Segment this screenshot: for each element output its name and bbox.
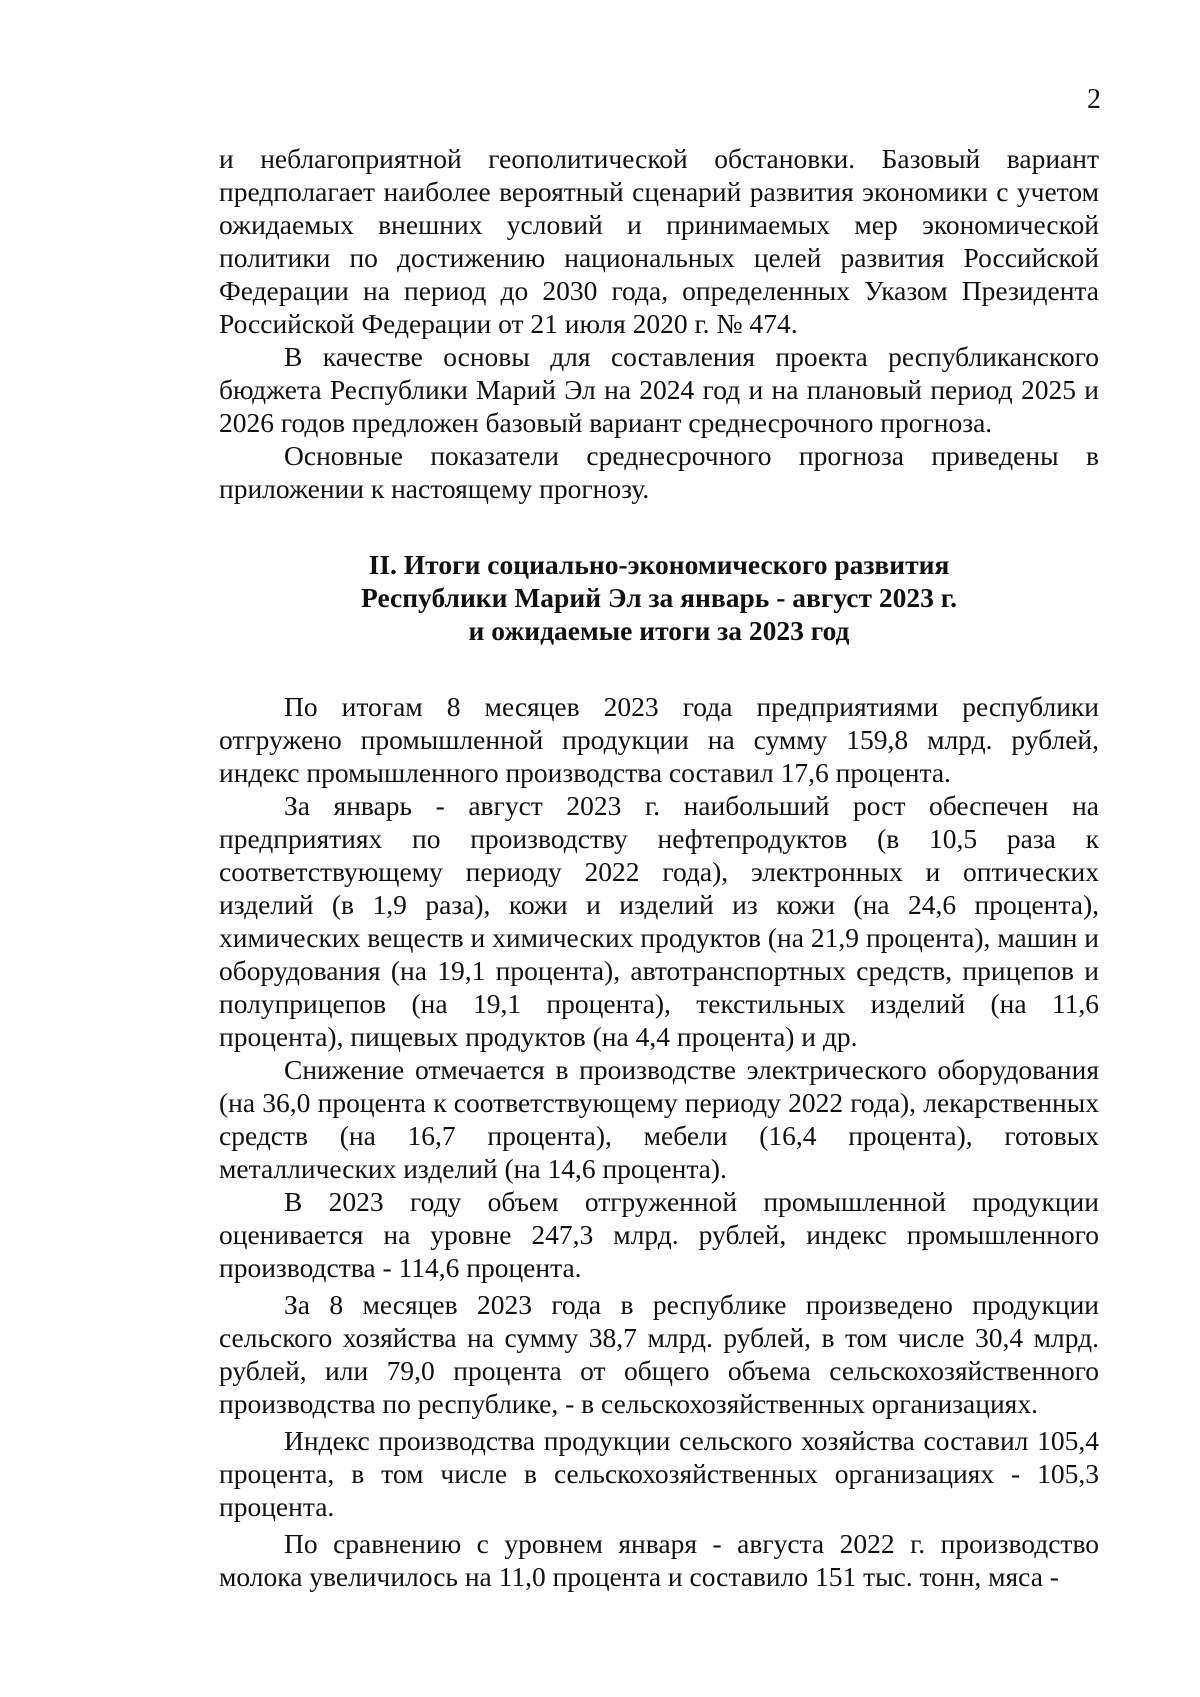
heading-line: Республики Марий Эл за январь - август 2023 г. [361,582,957,613]
paragraph: По итогам 8 месяцев 2023 года предприятиями республики отгружено промышленной продукции на сумму 159,8 млрд. рублей, индекс промышленного производства составил 17,6 процента. [219,691,1099,788]
paragraph: Снижение отмечается в производстве электрического оборудования (на 36,0 процента к соответствующему периоду 2022 года), лекарственных средств (на 16,7 процента), мебели (16,4 процента), готовых металлических изделий (на 14,6 процента). [219,1054,1099,1184]
paragraph: В 2023 году объем отгруженной промышленной продукции оценивается на уровне 247,3 млрд. рублей, индекс промышленного производства - 114,6 процента. [219,1186,1099,1283]
paragraph: За 8 месяцев 2023 года в республике произведено продукции сельского хозяйства на сумму 38,7 млрд. рублей, в том числе 30,4 млрд. рублей, или 79,0 процента от общего объема сельскохозяйственного производства по республике, - в сельскохозяйственных организациях. [219,1289,1099,1419]
paragraph: и неблагоприятной геополитической обстановки. Базовый вариант предполагает наиболее вероятный сценарий развития экономики с учетом ожидаемых внешних условий и принимаемых мер экономической политики по достижению национальных целей развития Российской Федерации на период до 2030 года, определенных Указом Президента Российской Федерации от 21 июля 2020 г. № 474. [219,143,1099,339]
paragraph: За январь - август 2023 г. наибольший рост обеспечен на предприятиях по производству нефтепродуктов (в 10,5 раза к соответствующему периоду 2022 года), электронных и оптических изделий (в 1,9 раза), кожи и изделий из кожи (на 24,6 процента), химических веществ и химических продуктов (на 21,9 процента), машин и оборудования (на 19,1 процента), автотранспортных средств, прицепов и полуприцепов (на 19,1 процента), текстильных изделий (на 11,6 процента), пищевых продуктов (на 4,4 процента) и др. [219,790,1099,1052]
section-heading [219,548,1099,647]
paragraph: В качестве основы для составления проекта республиканского бюджета Республики Марий Эл на 2024 год и на плановый период 2025 и 2026 годов предложен базовый вариант среднесрочного прогноза. [219,341,1099,438]
heading-line: и ожидаемые итоги за 2023 год [468,615,850,646]
paragraph: По сравнению с уровнем января - августа 2022 г. производство молока увеличилось на 11,0 процента и составило 151 тыс. тонн, мяса - [219,1528,1099,1592]
paragraph: Индекс производства продукции сельского хозяйства составил 105,4 процента, в том числе в сельскохозяйственных организациях - 105,3 процента. [219,1425,1099,1522]
document-body [219,142,1099,1593]
page-number: 2 [1087,84,1101,115]
heading-line: II. Итоги социально-экономического развития [368,549,950,580]
paragraph: Основные показатели среднесрочного прогноза приведены в приложении к настоящему прогнозу. [219,440,1099,504]
